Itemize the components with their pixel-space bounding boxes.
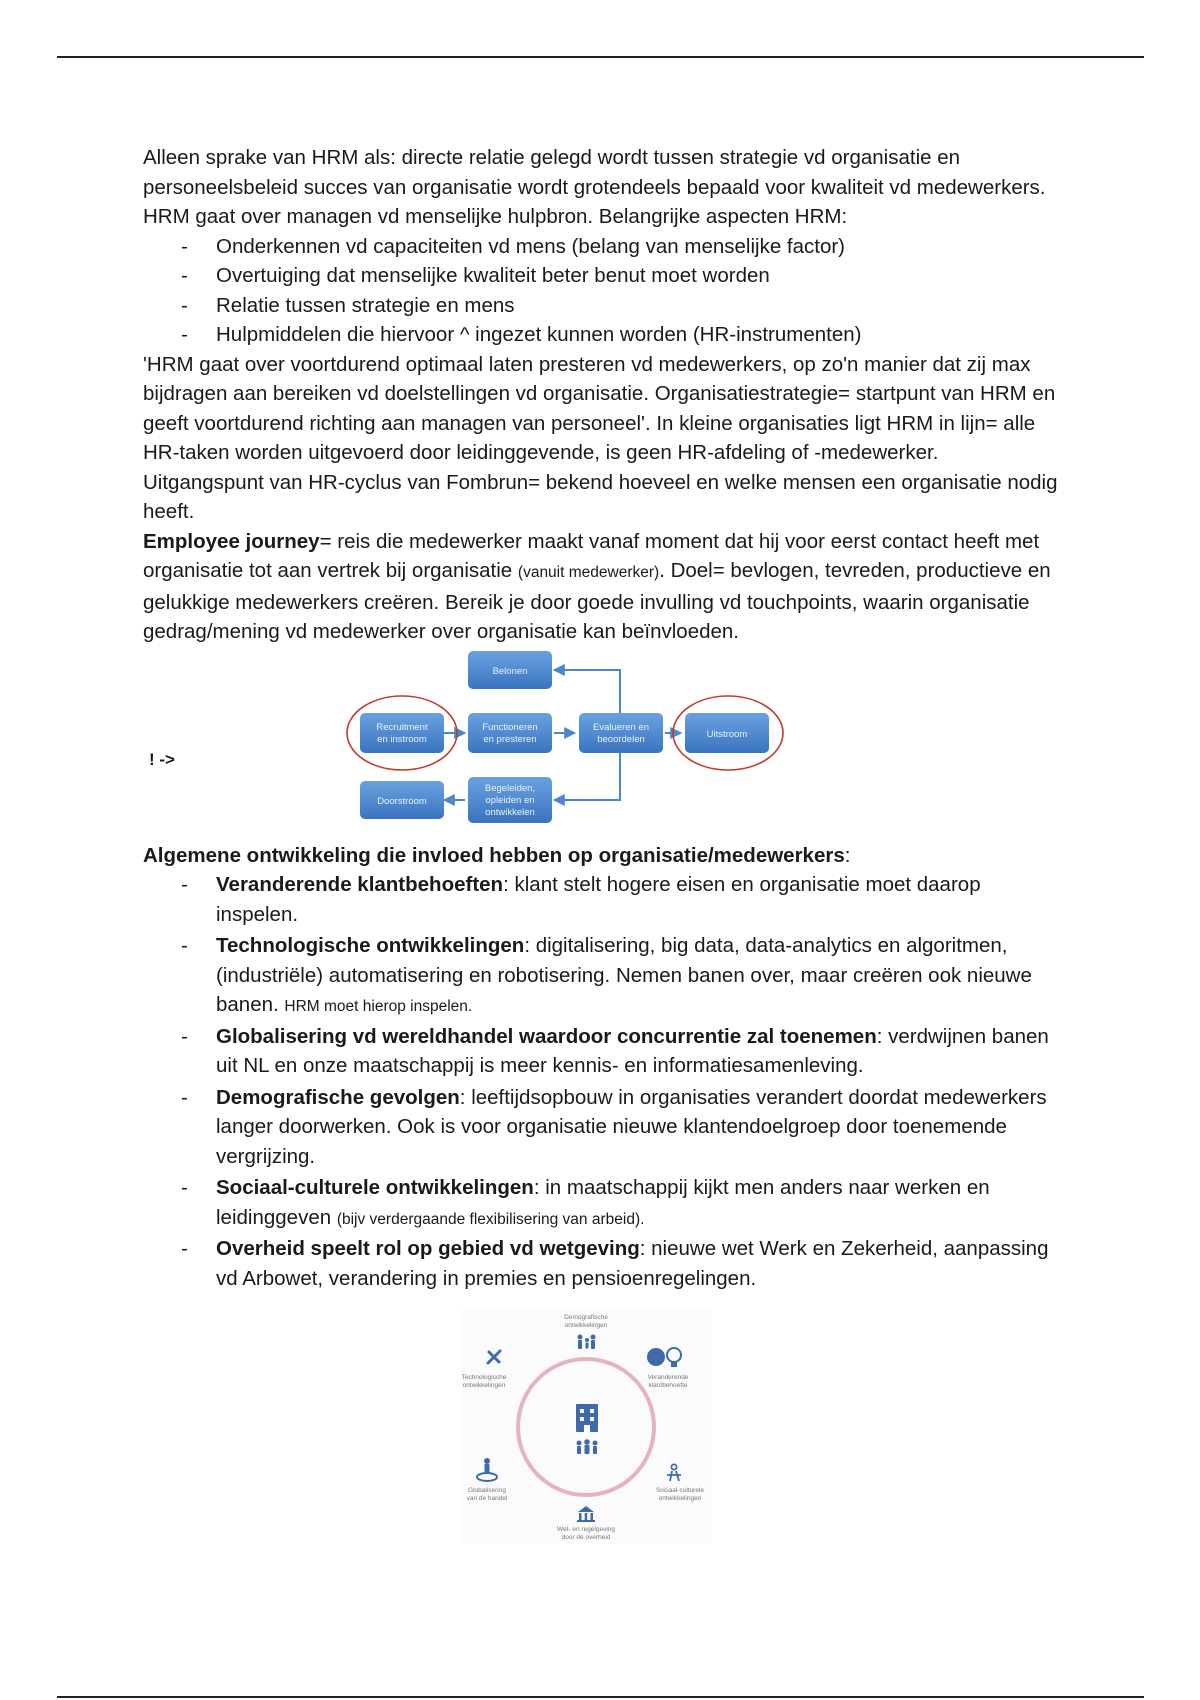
top-rule (57, 56, 1144, 58)
bottom-rule (57, 1696, 1144, 1698)
label-technologische: Technologische (461, 1374, 507, 1381)
people-icon (577, 1439, 598, 1454)
hrm-quote-paragraph: 'HRM gaat over voortdurend optimaal laten presteren vd medewerkers, op zo'n manier dat zij max bijdragen aan bereiken vd doelstellingen vd organisatie. Organisatiestrategie= startpunt van HRM en geeft voortdurend richting aan managen van personeel'. In kleine organisaties ligt HRM in lijn= alle HR-taken worden uitgevoerd door leidinggevende, is geen HR-afdeling of -medewerker. Uitgangspunt van HR-cyclus van Fombrun= bekend hoeveel en welke mensen een organisatie nodig heeft. (143, 352, 1058, 523)
developments-figure (143, 1309, 1063, 1549)
box-functioneren (468, 713, 552, 753)
svg-text:en presteren: en presteren (483, 733, 537, 745)
list-item: - Globalisering vd wereldhandel waardoor concurrentie zal toenemen: verdwijnen banen uit NL en onze maatschappij is meer kennis- en informatiesamenleving. (216, 1022, 1063, 1083)
list-item: - Hulpmiddelen die hiervoor ^ ingezet kunnen worden (HR-instrumenten) (216, 320, 1063, 350)
list-item: - Relatie tussen strategie en mens (216, 291, 1063, 321)
list-item: - Technologische ontwikkelingen: digitalisering, big data, data-analytics en algoritmen, (industriële) automatisering en robotisering. Nemen banen over, maar creëren ook nieuwe banen. HRM moet hierop inspelen. (216, 931, 1063, 1022)
box-belonen (468, 651, 552, 689)
developments-list (143, 870, 1063, 1295)
label-technologische-2: ontwikkelingen (462, 1382, 506, 1389)
employee-journey-term: Employee journey (143, 529, 320, 553)
box-uitstroom (685, 713, 769, 753)
developments-circle-diagram (461, 1309, 711, 1544)
list-item: - Overtuiging dat menselijke kwaliteit beter benut moet worden (216, 261, 1063, 291)
label-wetgeving: Wet- en regelgeving (556, 1526, 616, 1533)
employee-journey-paragraph: Employee journey= reis die medewerker maakt vanaf moment dat hij voor eerst contact heeft met organisatie tot aan vertrek bij organisatie (vanuit medewerker). Doel= bevlogen, tevreden, productieve en gelukkige medewerkers creëren. Bereik je door goede invulling vd touchpoints, waarin organisatie gedrag/mening vd medewerker over organisatie kan beïnvloeden. (143, 529, 1051, 643)
hrm-aspects-list (143, 232, 1063, 350)
svg-text:ontwikkelen: ontwikkelen (485, 806, 535, 818)
box-begeleiden (468, 777, 552, 823)
list-item: - Onderkennen vd capaciteiten vd mens (belang van menselijke factor) (216, 232, 1063, 262)
svg-text:en instroom: en instroom (377, 733, 427, 745)
label-globalisering: Globalisering (468, 1487, 506, 1494)
svg-text:Recruitment: Recruitment (376, 721, 428, 733)
label-klantbehoefte: Veranderende (647, 1374, 689, 1381)
employee-journey-diagram (345, 649, 815, 837)
svg-text:Uitstroom: Uitstroom (706, 728, 748, 740)
document-body (143, 143, 1063, 1549)
list-item: - Overheid speelt rol op gebied vd wetgeving: nieuwe wet Werk en Zekerheid, aanpassing vd Arbowet, verandering in premies en pensioenregelingen. (216, 1234, 1063, 1295)
svg-text:Evalueren en: Evalueren en (593, 721, 649, 733)
svg-text:Functioneren: Functioneren (482, 721, 538, 733)
svg-text:Belonen: Belonen (492, 665, 528, 677)
developments-heading: Algemene ontwikkeling die invloed hebben op organisatie/medewerkers: (143, 843, 851, 867)
svg-text:beoordelen: beoordelen (597, 733, 645, 745)
label-globalisering-2: van de handel (466, 1495, 508, 1502)
svg-text:Doorstroom: Doorstroom (377, 795, 427, 807)
label-klantbehoefte-2: klantbehoefte (648, 1382, 688, 1389)
building-icon (576, 1404, 598, 1432)
arrow-marker: ! -> (149, 749, 175, 769)
label-sociaal-culturele: Sociaal-culturele (655, 1487, 705, 1494)
label-sociaal-culturele-2: ontwikkelingen (658, 1495, 702, 1502)
connector-to-begeleiden (554, 753, 620, 800)
list-item: - Sociaal-culturele ontwikkelingen: in maatschappij kijkt men anders naar werken en leidinggeven (bijv verdergaande flexibilisering van arbeid). (216, 1173, 1063, 1234)
list-item: - Demografische gevolgen: leeftijdsopbouw in organisaties verandert doordat medewerkers langer doorwerken. Ook is voor organisatie nieuwe klantendoelgroep door toenemende vergrijzing. (216, 1083, 1063, 1174)
intro-paragraph: Alleen sprake van HRM als: directe relatie gelegd wordt tussen strategie vd organisatie en personeelsbeleid succes van organisatie wordt grotendeels bepaald voor kwaliteit vd medewerkers. HRM gaat over managen vd menselijke hulpbron. Belangrijke aspecten HRM: (143, 146, 1046, 228)
svg-text:opleiden en: opleiden en (485, 794, 535, 806)
box-doorstroom (360, 781, 444, 819)
label-demografische: Demografische (564, 1314, 608, 1321)
label-wetgeving-2: door de overheid (561, 1534, 611, 1541)
employee-journey-figure (143, 649, 1063, 837)
label-demografische-2: ontwikkelingen (564, 1322, 608, 1329)
list-item: - Veranderende klantbehoeften: klant stelt hogere eisen en organisatie moet daarop inspelen. (216, 870, 1063, 931)
svg-text:Begeleiden,: Begeleiden, (484, 782, 536, 794)
box-evalueren (579, 713, 663, 753)
box-recruitment (360, 713, 444, 753)
